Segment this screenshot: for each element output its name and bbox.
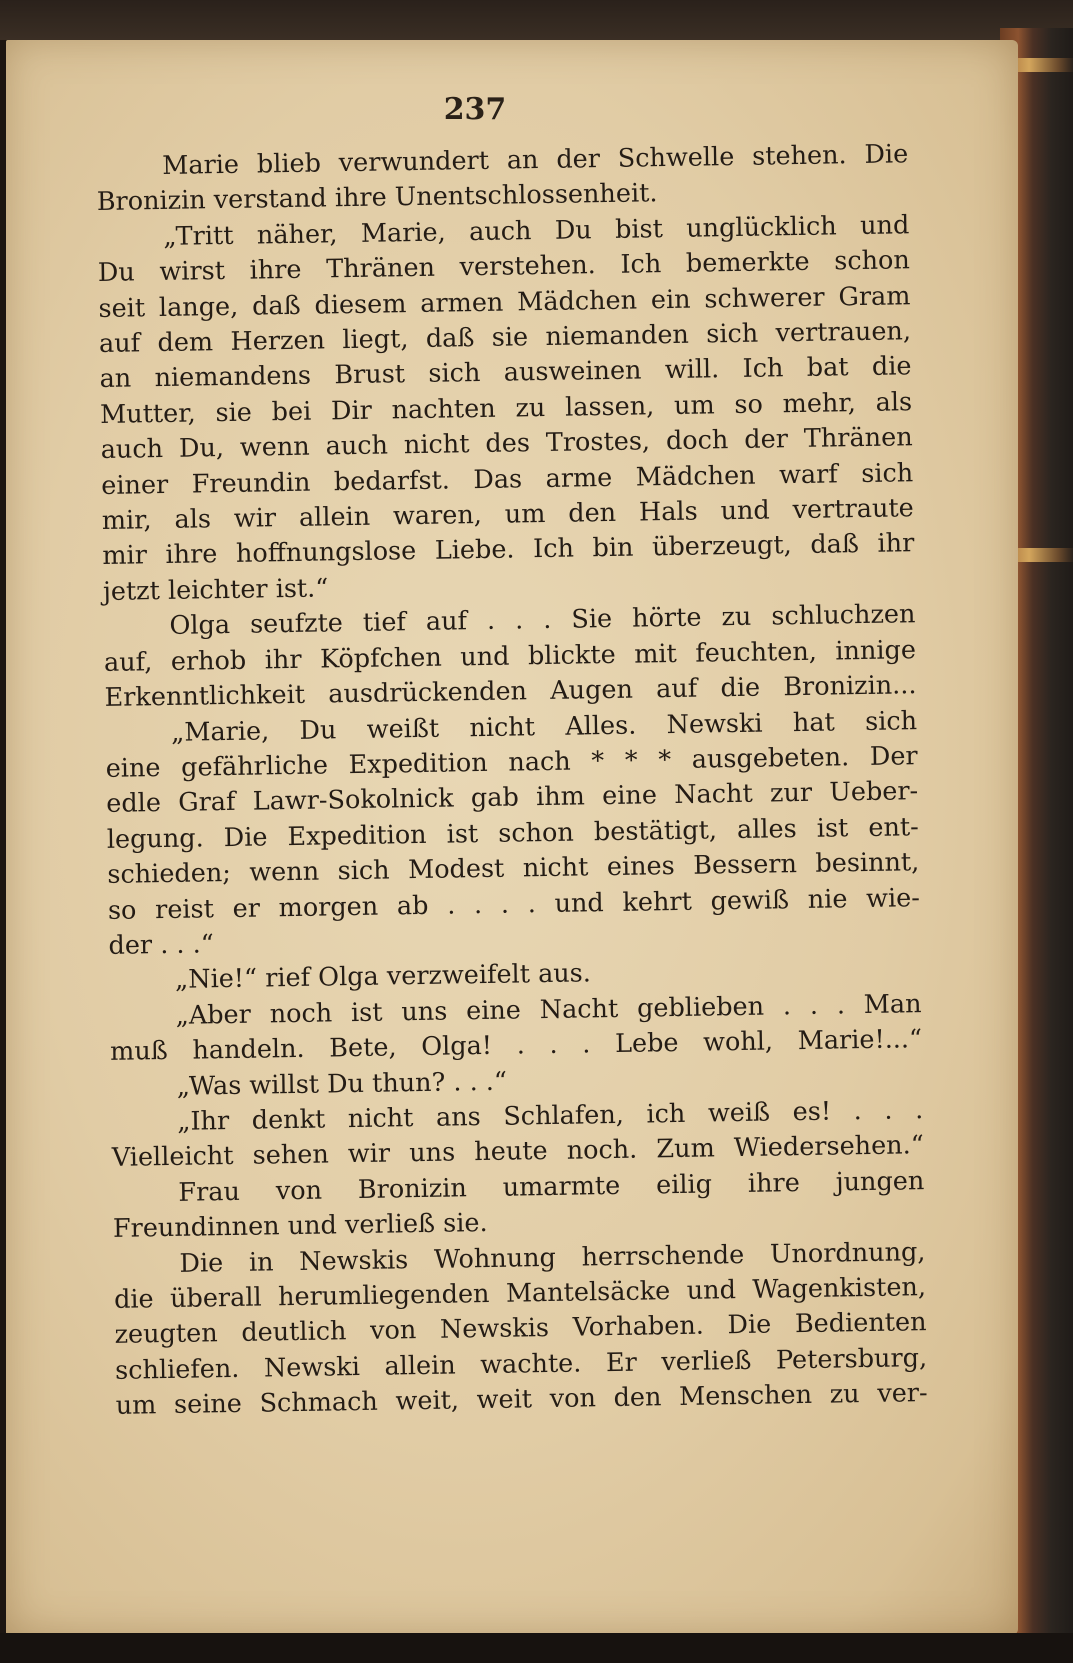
text-line: an niemandens Brust sich ausweinen will. Ich bat die [99, 351, 912, 395]
text-line: zeugten deutlich von Newskis Vorhaben. Die Bedienten [114, 1307, 927, 1351]
text-line: seit lange, daß diesem armen Mädchen ein schwerer Gram [98, 280, 911, 324]
text-line: der . . .“ [108, 929, 215, 961]
text-line: Du wirst ihre Thränen verstehen. Ich bemerkte schon [97, 245, 911, 289]
page-number: 237 [443, 92, 507, 127]
body-text [96, 137, 928, 1424]
text-line: einer Freundin bedarfst. Das arme Mädchen warf sich [101, 457, 914, 501]
text-line: muß handeln. Bete, Olga! . . . Lebe wohl, Marie!...“ [109, 1024, 923, 1068]
text-line: Erkenntlichkeit ausdrückenden Augen auf die Bronizin... [104, 670, 917, 714]
text-line: „Nie!“ rief Olga verzweifelt aus. [174, 958, 592, 996]
text-line: Vielleicht sehen wir uns heute noch. Zum Wiedersehen.“ [111, 1130, 924, 1174]
text-line: mir, als wir allein waren, um den Hals und vertraute [101, 493, 914, 537]
text-line: auf dem Herzen liegt, daß sie niemanden sich vertrauen, [98, 316, 912, 360]
text-line: „Tritt näher, Marie, auch Du bist unglücklich und [163, 210, 910, 252]
text-line: mir ihre hoffnungslose Liebe. Ich bin überzeugt, daß ihr [102, 528, 915, 572]
scan-bottom-border [0, 1633, 1073, 1663]
text-line: Mutter, sie bei Dir nachten zu lassen, um so mehr, als [99, 387, 913, 430]
text-line: Freundinnen und verließ sie. [112, 1208, 488, 1245]
text-line: „Was willst Du thun? . . .“ [176, 1066, 508, 1102]
text-line: „Aber noch ist uns eine Nacht geblieben . . . Man [175, 988, 922, 1031]
text-line: auch Du, wenn auch nicht des Trostes, doch der Thränen [100, 422, 913, 466]
text-line: „Ihr denkt nicht ans Schlafen, ich weiß es! . . . [177, 1095, 924, 1137]
text-line: Olga seufzte tief auf . . . Sie hörte zu schluchzen [169, 599, 916, 642]
text-line: legung. Die Expedition ist schon bestätigt, alles ist ent- [106, 811, 919, 855]
text-line: schieden; wenn sich Modest nicht eines Bessern besinnt, [107, 847, 920, 891]
text-line: um seine Schmach weit, weit von den Menschen zu ver- [115, 1378, 928, 1422]
text-line: auf, erhob ihr Köpfchen und blickte mit feuchten, innige [103, 634, 917, 678]
text-line: Frau von Bronizin umarmte eilig ihre jungen [178, 1165, 925, 1208]
text-line: jetzt leichter ist.“ [102, 573, 329, 607]
text-line: edle Graf Lawr-Sokolnick gab ihm eine Nacht zur Ueber- [106, 776, 919, 820]
text-line: eine gefährliche Expedition nach * * * ausgebeten. Der [105, 741, 918, 784]
book-cover-top-edge [0, 0, 1073, 40]
text-line: Die in Newskis Wohnung herrschende Unordnung, [179, 1236, 926, 1279]
text-line: Marie blieb verwundert an der Schwelle stehen. Die [162, 139, 909, 181]
text-line: die überall herumliegenden Mantelsäcke und Wagenkisten, [113, 1272, 927, 1315]
text-line: schliefen. Newski allein wachte. Er verließ Petersburg, [114, 1342, 928, 1386]
text-line: Bronizin verstand ihre Unentschlossenheit. [96, 178, 658, 218]
text-line: so reist er morgen ab . . . . und kehrt gewiß nie wie- [107, 882, 921, 926]
text-line: „Marie, Du weißt nicht Alles. Newski hat sich [170, 705, 918, 748]
